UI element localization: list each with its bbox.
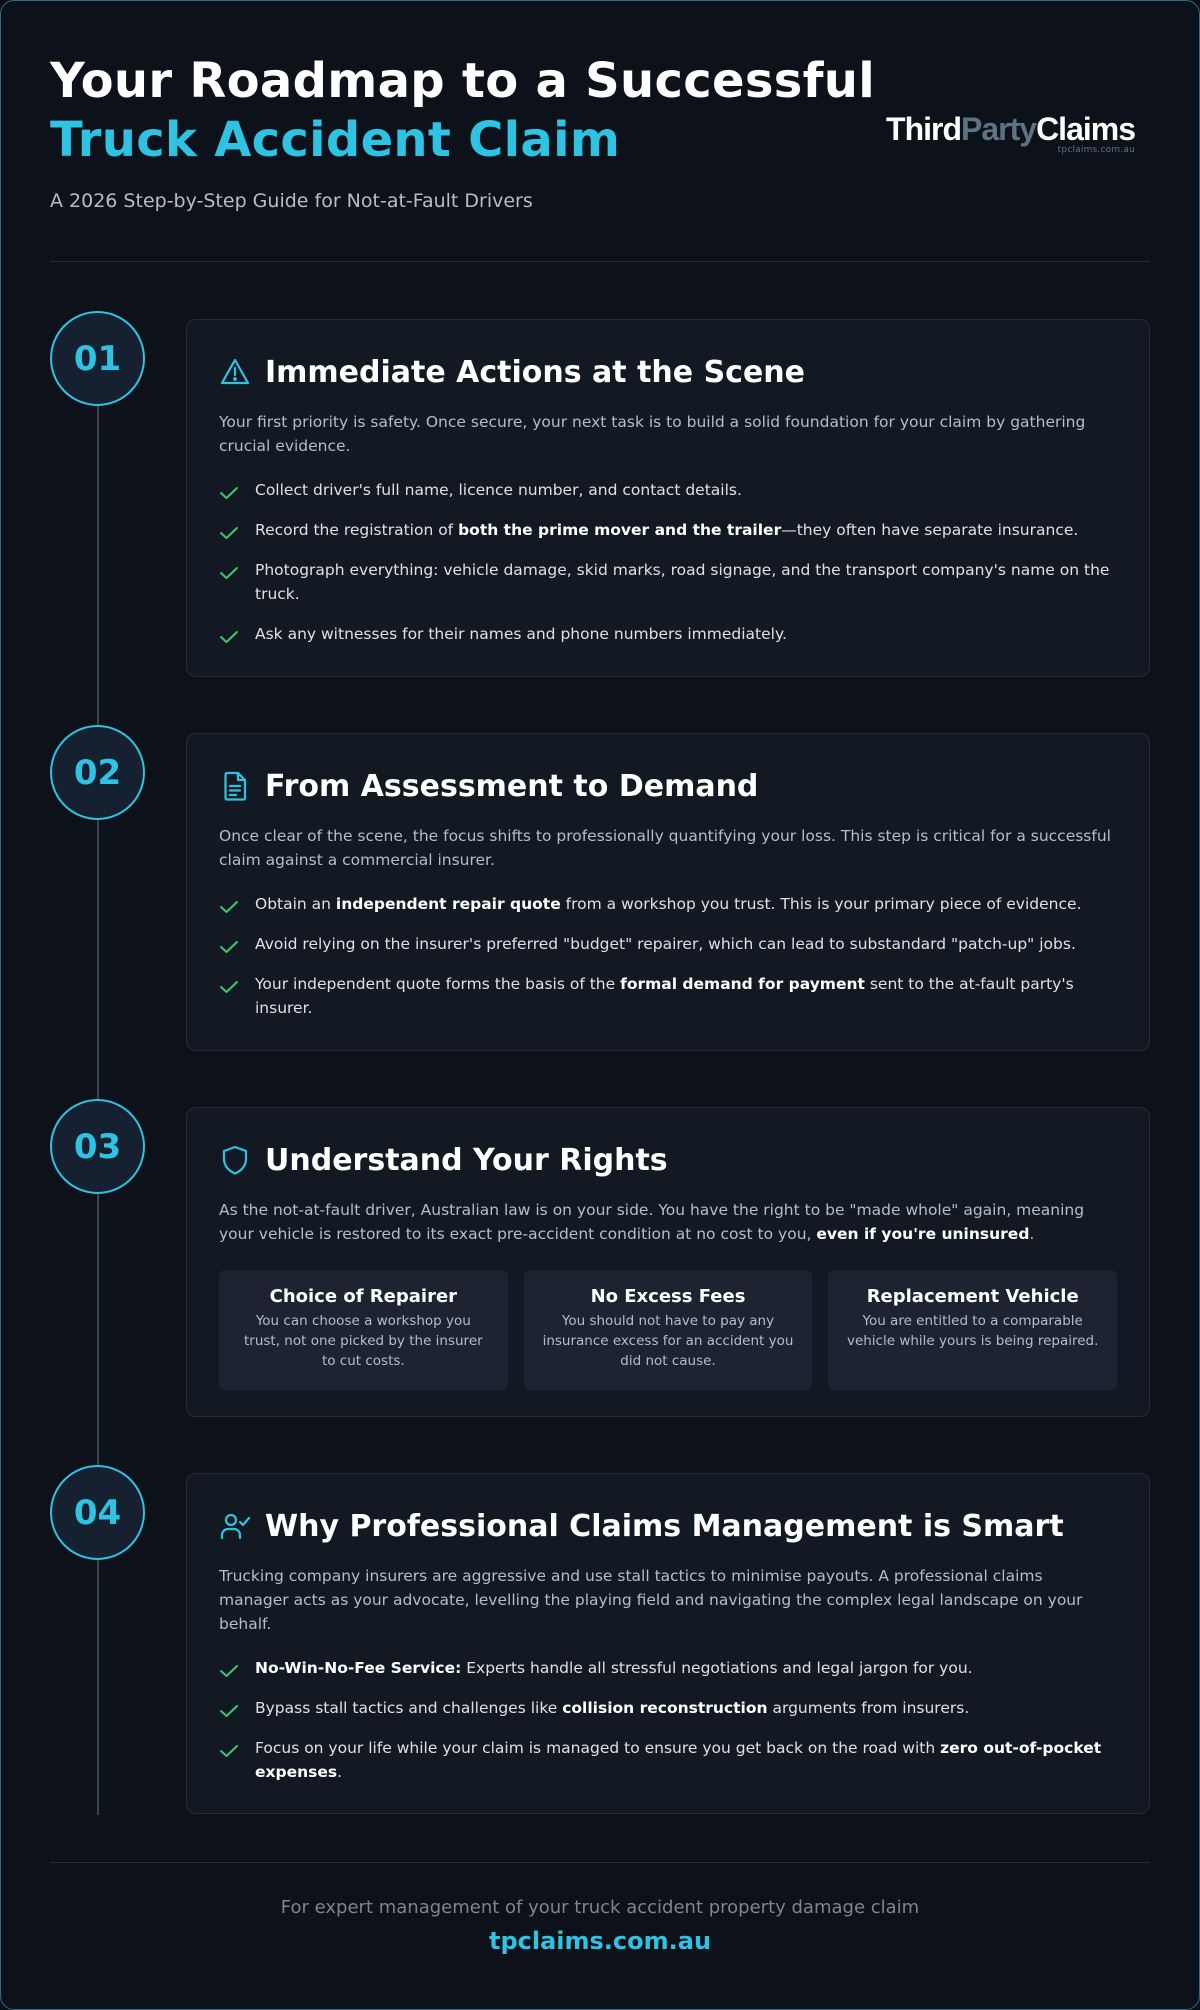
document-icon bbox=[219, 770, 251, 802]
checkmark-icon bbox=[219, 892, 241, 916]
body-text: —they often have separate insurance. bbox=[781, 521, 1079, 539]
footer-divider bbox=[50, 1862, 1150, 1863]
card-header bbox=[219, 352, 1117, 392]
step-number-badge bbox=[50, 1465, 145, 1560]
body-text: Ask any witnesses for their names and phone numbers immediately. bbox=[255, 625, 787, 643]
body-text: Collect driver's full name, licence number, and contact details. bbox=[255, 481, 742, 499]
body-text: Record the registration of bbox=[255, 521, 459, 539]
step-card-rights bbox=[186, 1107, 1150, 1417]
checklist-item-text bbox=[255, 1656, 973, 1680]
checklist-item bbox=[219, 518, 1117, 542]
checklist-item-text bbox=[255, 972, 1117, 1020]
checklist-item bbox=[219, 622, 1117, 646]
right-card-desc: You are entitled to a comparable vehicle while yours is being repaired. bbox=[846, 1313, 1099, 1349]
right-card-title: No Excess Fees bbox=[590, 1286, 746, 1307]
card-title: Understand Your Rights bbox=[265, 1142, 668, 1178]
body-text: Photograph everything: vehicle damage, skid marks, road signage, and the transport company's name on the truck. bbox=[255, 561, 1110, 603]
checkmark-icon bbox=[219, 972, 241, 996]
card-title: Immediate Actions at the Scene bbox=[265, 354, 806, 390]
checklist bbox=[219, 478, 1117, 646]
body-text: Avoid relying on the insurer's preferred "budget" repairer, which can lead to substandard "patch-up" jobs. bbox=[255, 935, 1076, 953]
emphasis-text: even if you're uninsured bbox=[816, 1225, 1030, 1243]
footer-website-link[interactable]: tpclaims.com.au bbox=[488, 1927, 712, 1955]
footer-tagline: For expert management of your truck accident property damage claim bbox=[280, 1897, 920, 1918]
body-text: . bbox=[337, 1763, 343, 1781]
checklist-item bbox=[219, 892, 1117, 916]
checkmark-icon bbox=[219, 558, 241, 582]
body-text: . bbox=[1029, 1225, 1035, 1243]
emphasis-text: zero out-of-pocket expenses bbox=[255, 1739, 1102, 1781]
body-text: Bypass stall tactics and challenges like bbox=[255, 1699, 563, 1717]
logo-word-part2: Party bbox=[961, 111, 1037, 147]
checklist-item bbox=[219, 1696, 1117, 1720]
warning-triangle-icon bbox=[219, 356, 251, 388]
checklist bbox=[219, 1656, 1117, 1784]
logo-word-part3: Claims bbox=[1036, 111, 1135, 147]
checklist-item bbox=[219, 478, 1117, 502]
checklist-item-text bbox=[255, 622, 787, 646]
card-intro: Your first priority is safety. Once secure, your next task is to build a solid foundation for your claim by gathering crucial evidence. bbox=[219, 413, 1086, 455]
checkmark-icon bbox=[219, 1696, 241, 1720]
checklist-item-text bbox=[255, 892, 1081, 916]
step-number-badge bbox=[50, 1099, 145, 1194]
logo-word-part1: Third bbox=[886, 111, 962, 147]
body-text: sent to the at-fault party's insurer. bbox=[255, 975, 1074, 1017]
step-card-scene bbox=[186, 319, 1150, 677]
page-title-line1: Your Roadmap to a Successful bbox=[50, 53, 876, 109]
right-card-title: Choice of Repairer bbox=[269, 1286, 458, 1307]
checkmark-icon bbox=[219, 622, 241, 646]
emphasis-text: No-Win-No-Fee Service: bbox=[255, 1659, 462, 1677]
checkmark-icon bbox=[219, 932, 241, 956]
checklist bbox=[219, 892, 1117, 1020]
card-intro: Trucking company insurers are aggressive and use stall tactics to minimise payouts. A professional claims manager acts as your advocate, levelling the playing field and navigating the complex legal landscape on your behalf. bbox=[219, 1567, 1083, 1633]
checklist-item bbox=[219, 972, 1117, 1020]
rights-row bbox=[219, 1270, 1117, 1390]
card-intro bbox=[219, 1198, 1117, 1246]
page-title-line2: Truck Accident Claim bbox=[50, 112, 621, 168]
checklist-item-text bbox=[255, 478, 742, 502]
checklist-item bbox=[219, 558, 1117, 606]
emphasis-text: independent repair quote bbox=[335, 895, 561, 913]
checklist-item-text bbox=[255, 518, 1078, 542]
card-intro: Once clear of the scene, the focus shifts to professionally quantifying your loss. This step is critical for a successful claim against a commercial insurer. bbox=[219, 827, 1111, 869]
body-text: Focus on your life while your claim is managed to ensure you get back on the road with bbox=[255, 1739, 941, 1757]
body-text: Obtain an bbox=[255, 895, 336, 913]
checklist-item-text bbox=[255, 1696, 969, 1720]
brand-logo bbox=[886, 112, 1135, 155]
user-check-icon bbox=[219, 1510, 251, 1542]
checklist-item bbox=[219, 1736, 1117, 1784]
checklist-item bbox=[219, 932, 1117, 956]
body-text: from a workshop you trust. This is your primary piece of evidence. bbox=[560, 895, 1082, 913]
card-title: From Assessment to Demand bbox=[265, 768, 759, 804]
right-card-excess bbox=[524, 1270, 813, 1390]
body-text: Experts handle all stressful negotiations and legal jargon for you. bbox=[461, 1659, 973, 1677]
card-header bbox=[219, 766, 1117, 806]
checkmark-icon bbox=[219, 478, 241, 502]
right-card-title: Replacement Vehicle bbox=[866, 1286, 1079, 1307]
step-number: 02 bbox=[73, 752, 122, 793]
checklist-item-text bbox=[255, 558, 1117, 606]
step-card-assessment bbox=[186, 733, 1150, 1051]
checklist-item-text bbox=[255, 932, 1076, 956]
emphasis-text: formal demand for payment bbox=[620, 975, 865, 993]
card-header bbox=[219, 1140, 1117, 1180]
right-card-desc: You should not have to pay any insurance excess for an accident you did not cause. bbox=[542, 1313, 794, 1369]
body-text: As the not-at-fault driver, Australian law is on your side. You have the right to be "made whole" again, meaning your vehicle is restored to its exact pre-accident condition at no cost to you, bbox=[219, 1201, 1085, 1243]
checkmark-icon bbox=[219, 1656, 241, 1680]
body-text: arguments from insurers. bbox=[767, 1699, 970, 1717]
checkmark-icon bbox=[219, 518, 241, 542]
emphasis-text: collision reconstruction bbox=[562, 1699, 768, 1717]
shield-icon bbox=[219, 1144, 251, 1176]
body-text: Your independent quote forms the basis of the bbox=[255, 975, 621, 993]
logo-url: tpclaims.com.au bbox=[1057, 145, 1135, 155]
header-divider bbox=[50, 261, 1150, 262]
emphasis-text: both the prime mover and the trailer bbox=[458, 521, 782, 539]
card-header bbox=[219, 1506, 1117, 1546]
step-number: 03 bbox=[73, 1126, 122, 1167]
checkmark-icon bbox=[219, 1736, 241, 1760]
right-card-desc: You can choose a workshop you trust, not one picked by the insurer to cut costs. bbox=[244, 1313, 483, 1369]
step-number-badge bbox=[50, 311, 145, 406]
step-number-badge bbox=[50, 725, 145, 820]
logo-wordmark bbox=[886, 112, 1135, 146]
checklist-item-text bbox=[255, 1736, 1117, 1784]
right-card-repairer bbox=[219, 1270, 508, 1390]
checklist-item bbox=[219, 1656, 1117, 1680]
step-card-management bbox=[186, 1473, 1150, 1814]
step-number: 01 bbox=[73, 338, 122, 379]
page-subtitle: A 2026 Step-by-Step Guide for Not-at-Fault Drivers bbox=[50, 190, 533, 212]
card-title: Why Professional Claims Management is Smart bbox=[265, 1508, 1064, 1544]
step-number: 04 bbox=[73, 1492, 122, 1533]
right-card-vehicle bbox=[828, 1270, 1117, 1390]
header bbox=[50, 52, 1150, 264]
